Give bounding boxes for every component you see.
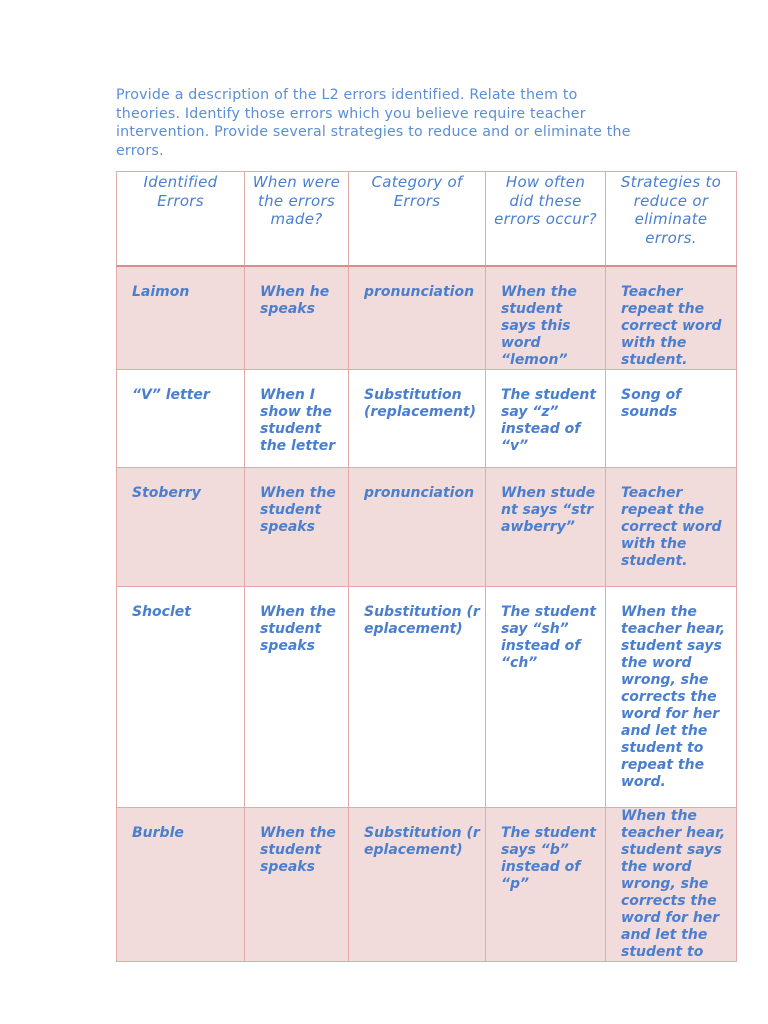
cell-strategy: Teacher repeat the correct word with the student.: [606, 467, 737, 586]
table-row: [117, 586, 737, 807]
cell-strategy: When the teacher hear, student says the word wrong, she corrects the word for her and let the student to: [606, 807, 737, 961]
cell-when: When he speaks: [245, 266, 349, 370]
cell-how-often: The student say “sh” instead of “ch”: [486, 586, 606, 807]
cell-how-often: When student says “strawberry”: [486, 467, 606, 586]
cell-when: When the student speaks: [245, 586, 349, 807]
header-category: Category of Errors: [349, 172, 486, 266]
header-strategies: Strategies to reduce or eliminate errors.: [606, 172, 737, 266]
header-identified-errors: Identified Errors: [117, 172, 245, 266]
cell-how-often: The student says “b” instead of “p”: [486, 807, 606, 961]
table-row: [117, 467, 737, 586]
cell-how-often: The student say “z” instead of “v”: [486, 369, 606, 467]
cell-error: Burble: [117, 807, 245, 961]
cell-strategy: Song of sounds: [606, 369, 737, 467]
cell-category: Substitution (replacement): [349, 586, 486, 807]
cell-when: When the student speaks: [245, 807, 349, 961]
table-row: [117, 807, 737, 961]
table-row: [117, 369, 737, 467]
cell-error: “V” letter: [117, 369, 245, 467]
cell-category: pronunciation: [349, 467, 486, 586]
cell-strategy: Teacher repeat the correct word with the student.: [606, 266, 737, 370]
cell-error: Laimon: [117, 266, 245, 370]
header-when-made: When were the errors made?: [245, 172, 349, 266]
cell-error: Stoberry: [117, 467, 245, 586]
cell-category: Substitution (replacement): [349, 807, 486, 961]
table-header-row: [117, 172, 737, 266]
cell-category: pronunciation: [349, 266, 486, 370]
cell-strategy: When the teacher hear, student says the word wrong, she corrects the word for her and let the student to repeat the word.: [606, 586, 737, 807]
header-how-often: How often did these errors occur?: [486, 172, 606, 266]
cell-category: Substitution (replacement): [349, 369, 486, 467]
cell-when: When I show the student the letter: [245, 369, 349, 467]
cell-when: When the student speaks: [245, 467, 349, 586]
instructions-paragraph: Provide a description of the L2 errors identified. Relate them to theories. Identify those errors which you believe require teacher intervention. Provide several strategies to reduce and or eliminate the errors.: [116, 87, 631, 159]
errors-table: [116, 171, 737, 962]
cell-error: Shoclet: [117, 586, 245, 807]
cell-how-often: When the student says this word “lemon”: [486, 266, 606, 370]
table-row: [117, 266, 737, 370]
